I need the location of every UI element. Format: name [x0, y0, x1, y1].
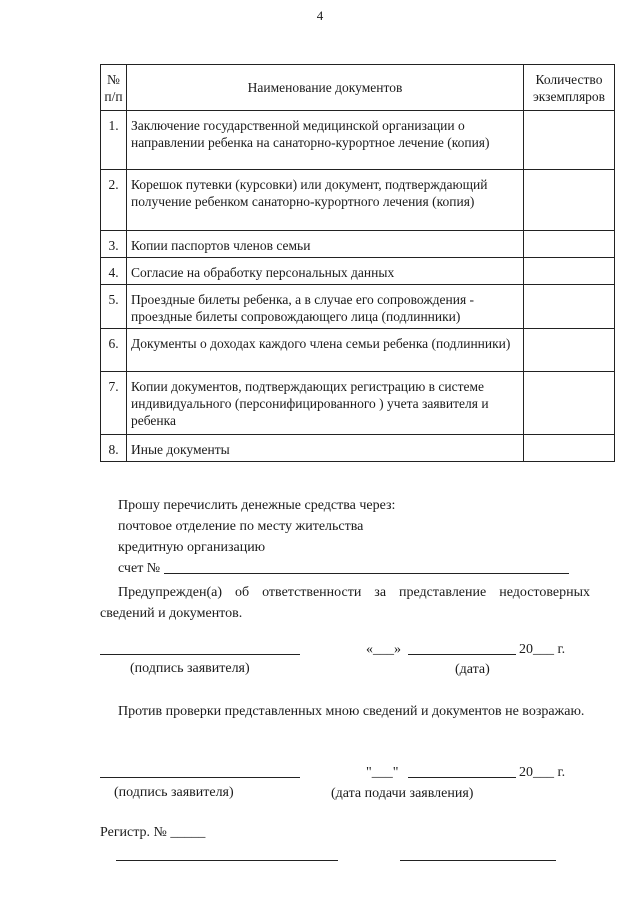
date-line-1 — [408, 654, 516, 655]
date-caption-1: (дата) — [455, 662, 490, 677]
row-number: 2. — [101, 170, 127, 231]
signature-caption-2: (подпись заявителя) — [114, 785, 234, 800]
payment-option-post: почтовое отделение по месту жительства — [118, 519, 364, 534]
payment-intro: Прошу перечислить денежные средства через: — [118, 498, 396, 513]
date-quote-1: «___» — [366, 642, 401, 657]
account-label: счет № — [118, 561, 161, 576]
row-number: 4. — [101, 258, 127, 285]
row-document-name: Документы о доходах каждого члена семьи ребенка (подлинники) — [127, 329, 524, 372]
header-number: № п/п — [101, 65, 127, 111]
row-number: 8. — [101, 435, 127, 462]
signature-line-2 — [100, 777, 300, 778]
row-quantity — [524, 258, 615, 285]
row-number: 1. — [101, 111, 127, 170]
signature-caption-1: (подпись заявителя) — [130, 661, 250, 676]
table-row — [101, 170, 615, 231]
signature-line-1 — [100, 654, 300, 655]
row-document-name: Проездные билеты ребенка, а в случае его сопровождения - проездные билеты сопровождающего лица (подлинники) — [127, 285, 524, 329]
row-number: 7. — [101, 372, 127, 435]
row-number: 6. — [101, 329, 127, 372]
row-quantity — [524, 372, 615, 435]
row-number: 3. — [101, 231, 127, 258]
row-document-name: Корешок путевки (курсовки) или документ, подтверждающий получение ребенком санаторно-курортного лечения (копия) — [127, 170, 524, 231]
date-caption-2: (дата подачи заявления) — [331, 786, 474, 801]
header-document-name: Наименование документов — [127, 65, 524, 111]
table-row — [101, 435, 615, 462]
date-line-2 — [408, 777, 516, 778]
row-quantity — [524, 285, 615, 329]
row-document-name: Согласие на обработку персональных данных — [127, 258, 524, 285]
row-quantity — [524, 435, 615, 462]
consent-text: Против проверки представленных мною сведений и документов не возражаю. — [118, 704, 585, 719]
row-document-name: Иные документы — [127, 435, 524, 462]
table-row — [101, 231, 615, 258]
registration-label: Регистр. № _____ — [100, 825, 206, 840]
row-quantity — [524, 170, 615, 231]
row-quantity — [524, 231, 615, 258]
payment-option-bank: кредитную организацию — [118, 540, 266, 555]
documents-table — [100, 64, 615, 462]
row-document-name: Копии паспортов членов семьи — [127, 231, 524, 258]
row-quantity — [524, 111, 615, 170]
row-quantity — [524, 329, 615, 372]
header-quantity: Количество экземпляров — [524, 65, 615, 111]
table-row — [101, 258, 615, 285]
table-header-row — [101, 65, 615, 111]
bottom-line-right — [400, 860, 556, 861]
row-document-name: Копии документов, подтверждающих регистрацию в системе индивидуального (персонифицированного ) учета заявителя и ребенка — [127, 372, 524, 435]
table-row — [101, 329, 615, 372]
row-document-name: Заключение государственной медицинской организации о направлении ребенка на санаторно-курортное лечение (копия) — [127, 111, 524, 170]
table-row — [101, 372, 615, 435]
warning-text-line1: Предупрежден(а) об ответственности за представление недостоверных сведений и документов. — [100, 585, 590, 621]
page-number: 4 — [316, 8, 324, 23]
table-row — [101, 285, 615, 329]
table-row — [101, 111, 615, 170]
bottom-line-left — [116, 860, 338, 861]
year-1: 20___ г. — [519, 642, 566, 657]
date-quote-2: "___" — [366, 765, 399, 780]
account-line — [164, 573, 569, 574]
year-2: 20___ г. — [519, 765, 566, 780]
row-number: 5. — [101, 285, 127, 329]
